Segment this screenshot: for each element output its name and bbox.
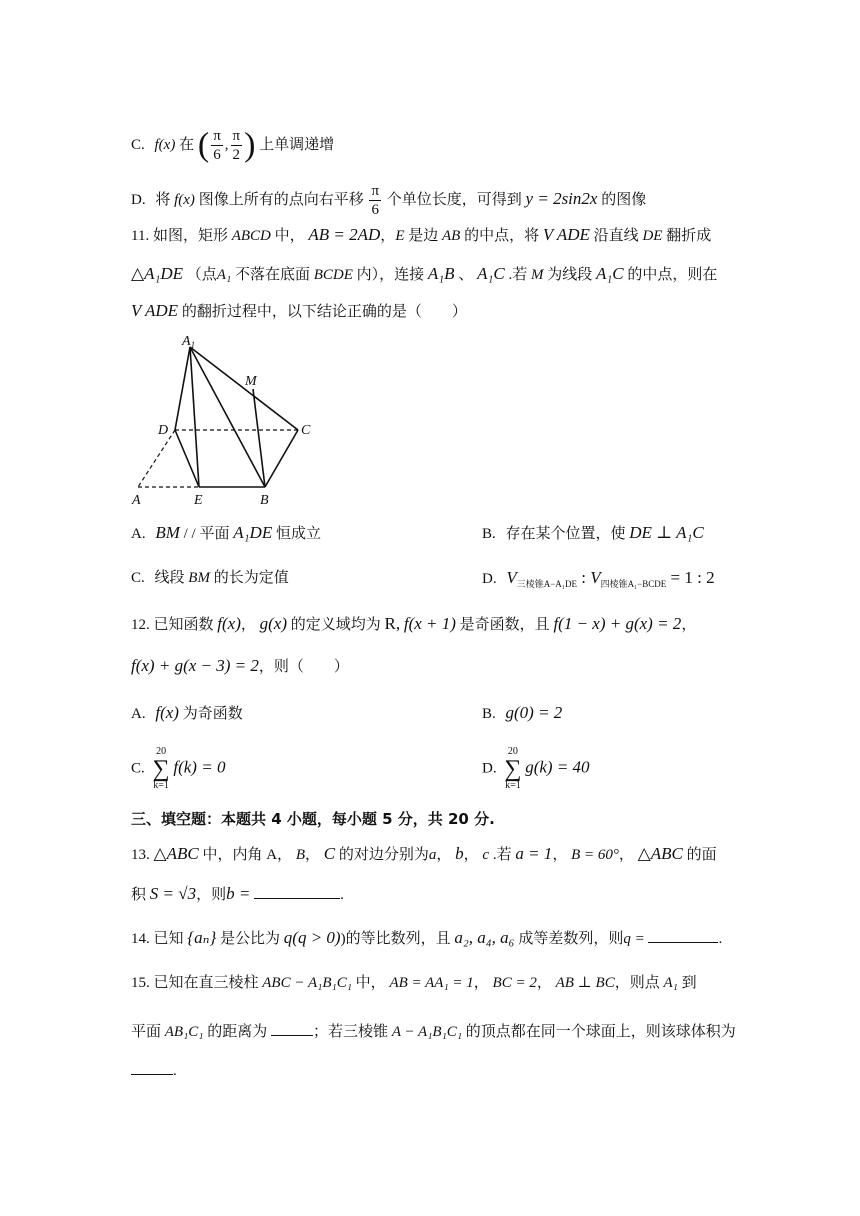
section-heading: 三、填空题：本题共 4 小题，每小题 5 分，共 20 分. (131, 810, 495, 828)
text: 的图像 (601, 191, 647, 208)
q12-option-c (131, 746, 225, 792)
q13-line2 (131, 884, 344, 905)
edge-a1-c (190, 347, 298, 430)
text: ，则（ ） (258, 659, 349, 675)
text: 平面 (131, 1024, 162, 1040)
math: A₁B (427, 264, 455, 283)
text: ， (240, 617, 256, 633)
math: R, (384, 614, 401, 633)
math: BM (188, 570, 210, 586)
answer-blank[interactable] (131, 1060, 173, 1075)
q13-line1 (131, 844, 717, 865)
math: ABCD (231, 228, 271, 244)
math: A₁DE (233, 523, 273, 542)
summation (153, 746, 170, 792)
text: 成等差数列，则 (514, 931, 624, 947)
edge-a1-d (175, 347, 190, 430)
text: ，则 (196, 887, 227, 903)
q12-option-d (482, 746, 590, 792)
q14-line (131, 928, 722, 949)
math-formula: AB = 2AD (308, 225, 381, 244)
math: q = (623, 931, 645, 947)
math-formula: f(k) = 0 (173, 757, 226, 777)
text: ， (618, 847, 634, 863)
text: 是边 (404, 228, 439, 244)
math-fx: f(x) (174, 191, 195, 208)
fraction (211, 127, 223, 164)
sum-lower: k=1 (153, 780, 169, 791)
q11-option-b (482, 523, 704, 544)
math-formula: S = √3 (149, 884, 197, 903)
text: 的长为定值 (209, 570, 289, 586)
text: .若 (504, 267, 528, 283)
text: ， (277, 847, 293, 863)
option-label: C. (131, 136, 145, 153)
option-label: A. (131, 526, 146, 542)
text: 中，内角 (198, 847, 263, 863)
q11-line2 (131, 264, 717, 285)
math: V ADE (131, 301, 179, 320)
text: 内），连接 (352, 267, 425, 283)
text: 中， (270, 228, 305, 244)
q12-line2 (131, 656, 349, 677)
q11-line3 (131, 301, 467, 322)
text: 恒成立 (272, 526, 321, 542)
math: B (295, 847, 305, 863)
text: 沿直线 (589, 228, 639, 244)
text: 13. (131, 847, 150, 863)
edge-b-c (265, 430, 298, 487)
math-subscript: 三棱锥A−A₁DE (516, 579, 577, 589)
math: C (323, 844, 336, 863)
text: . (718, 931, 723, 947)
math: AB₁C₁ (164, 1024, 204, 1040)
option-label: A. (131, 706, 146, 722)
answer-blank[interactable] (648, 928, 718, 943)
math: △A₁DE (131, 264, 184, 283)
text: 将 (155, 191, 171, 208)
sum-upper: 20 (156, 746, 167, 757)
q11-option-a (131, 523, 321, 544)
frac-den: 6 (371, 202, 379, 218)
math: / / (179, 526, 200, 542)
edge-a1-e (190, 347, 199, 487)
label-a1: $A_1$ (182, 334, 196, 350)
math: AB (442, 228, 461, 244)
fraction (231, 127, 243, 164)
text: 中， (351, 975, 386, 991)
text: 是公比为 (216, 931, 281, 947)
text: 为线段 (543, 267, 593, 283)
edge-a1-b (190, 347, 265, 487)
math: BM (155, 523, 180, 542)
q11-line1 (131, 225, 711, 246)
text: 15. 已知在直三棱柱 (131, 975, 259, 991)
math: = 1 : 2 (666, 568, 715, 587)
text: 的翻折过程中，以下结论正确的是（ ） (178, 304, 467, 320)
math: △ABC (637, 844, 683, 863)
q11-option-c (131, 568, 289, 588)
option-label: C. (131, 570, 145, 586)
text: 到 (677, 975, 697, 991)
text: .若 (489, 847, 512, 863)
math: V (506, 568, 517, 587)
text: 积 (131, 887, 147, 903)
math-formula: y = 2sin2x (525, 188, 598, 208)
text: 、 (454, 267, 474, 283)
text: ， (473, 975, 489, 991)
text: . (173, 1063, 177, 1079)
math: g(x) (259, 614, 287, 633)
math-formula: g(0) = 2 (505, 703, 563, 722)
frac-den: 2 (232, 147, 241, 163)
text: ， (304, 847, 320, 863)
label-e: E (194, 493, 203, 508)
math: M (531, 267, 544, 283)
math: : (576, 568, 591, 587)
text: 的顶点都在同一个球面上，则该球体积为 (462, 1024, 736, 1040)
option-label: D. (482, 571, 497, 587)
text: ， (463, 847, 479, 863)
paren-left: ( (197, 126, 210, 164)
math: c (482, 847, 490, 863)
math-formula: AB ⊥ BC (555, 975, 615, 991)
frac-num: π (213, 128, 221, 144)
math: V ADE (542, 225, 590, 244)
label-a: A (132, 493, 141, 508)
text: ， (536, 975, 552, 991)
frac-num: π (232, 128, 241, 144)
sigma-icon: ∑ (152, 756, 170, 782)
text: . (340, 887, 344, 903)
math: DE (642, 228, 663, 244)
paren-right: ) (244, 126, 256, 164)
text: 图像上所有的点向右平移 (198, 191, 364, 208)
text: 的距离为 (203, 1024, 268, 1040)
q15-line3 (131, 1060, 177, 1081)
text: 存在某个位置，使 (505, 526, 626, 542)
fraction (369, 182, 381, 219)
option-label: B. (482, 526, 496, 542)
math: b (455, 844, 464, 863)
text: )的等比数列，且 (340, 931, 451, 947)
frac-num: π (371, 183, 380, 199)
text: 的定义域均为 (287, 617, 381, 633)
text: 个单位长度，可得到 (386, 191, 522, 208)
math-subscript: 四棱锥A₁−BCDE (600, 579, 667, 589)
q12-line1 (131, 614, 696, 635)
math: A₁C (596, 264, 624, 283)
q11-option-d (482, 568, 715, 594)
option-label: B. (482, 706, 496, 722)
math-formula: B = 60° (571, 847, 619, 863)
math-formula: f(1 − x) + g(x) = 2 (553, 614, 682, 633)
text: 是奇函数，且 (455, 617, 550, 633)
math: A₁ (216, 267, 232, 283)
math-formula: BC = 2 (492, 975, 537, 991)
math: A₁ (663, 975, 678, 991)
text: ， (380, 228, 396, 244)
text: 上单调递增 (259, 136, 335, 153)
text: 的面 (682, 847, 717, 863)
math: V (590, 568, 601, 587)
text: （点 (186, 267, 217, 283)
math: BCDE (313, 267, 353, 283)
math: △ABC (153, 844, 199, 863)
sigma-icon: ∑ (504, 756, 522, 782)
text: 11. 如图，矩形 (131, 228, 228, 244)
text: 的对边分别为 (335, 847, 429, 863)
q15-line2 (131, 1021, 736, 1042)
option-label: D. (482, 760, 497, 777)
math-formula: f(x) + g(x − 3) = 2 (131, 656, 259, 675)
label-c: C (301, 423, 311, 438)
q12-option-a (131, 703, 243, 724)
frac-den: 6 (213, 147, 221, 163)
text: 平面 (199, 526, 230, 542)
math: f(x) (217, 614, 241, 633)
text: ， (552, 847, 568, 863)
math: ABC − A₁B₁C₁ (262, 975, 352, 991)
math: A (266, 847, 278, 863)
edge-d-a-dashed (138, 430, 175, 487)
text: 为奇函数 (178, 706, 243, 722)
q12-option-b (482, 703, 562, 724)
text: 12. 已知函数 (131, 617, 214, 633)
label-m: M (245, 374, 257, 389)
text: 的中点，则在 (623, 267, 718, 283)
math: f(x) (155, 703, 179, 722)
math: {aₙ} (187, 928, 217, 947)
text: 线段 (154, 570, 185, 586)
option-label: D. (131, 191, 146, 208)
text: 的中点，将 (460, 228, 540, 244)
text: 翻折成 (662, 228, 712, 244)
math: E (395, 228, 405, 244)
math-formula: q(q > 0) (283, 928, 341, 947)
text: ；若三棱锥 (313, 1024, 389, 1040)
sum-upper: 20 (507, 746, 518, 757)
summation (504, 746, 521, 792)
option-label: C. (131, 760, 145, 777)
math: a₂, a₄, a₆ (454, 928, 515, 947)
text: ， (436, 847, 452, 863)
text: ，则点 (614, 975, 660, 991)
math: A − A₁B₁C₁ (391, 1024, 463, 1040)
text: ， (681, 617, 697, 633)
math: f(x + 1) (403, 614, 456, 633)
q10-option-d (131, 182, 646, 219)
math-fx: f(x) (154, 136, 176, 153)
math-formula: AB = AA₁ = 1 (389, 975, 474, 991)
math: b = (226, 884, 251, 903)
math-formula: a = 1 (515, 844, 553, 863)
sum-lower: k=1 (505, 780, 521, 791)
answer-blank[interactable] (271, 1021, 313, 1036)
q15-line1 (131, 973, 697, 993)
math: a (428, 847, 437, 863)
text: 14. 已知 (131, 931, 184, 947)
text: 不落在底面 (231, 267, 310, 283)
math: A₁C (477, 264, 505, 283)
answer-blank[interactable] (254, 884, 340, 899)
math-formula: g(k) = 40 (525, 757, 590, 777)
text: 在 (179, 136, 195, 153)
label-b: B (260, 493, 269, 508)
label-d: D (158, 423, 169, 438)
math-formula: DE ⊥ A₁C (629, 523, 704, 542)
q10-option-c: C. f(x) 在 ( $\frac{\pi}{6}$ , $\frac{\pi}{2}$ ) 上单调递增 (131, 126, 335, 164)
q11-figure (128, 332, 328, 508)
